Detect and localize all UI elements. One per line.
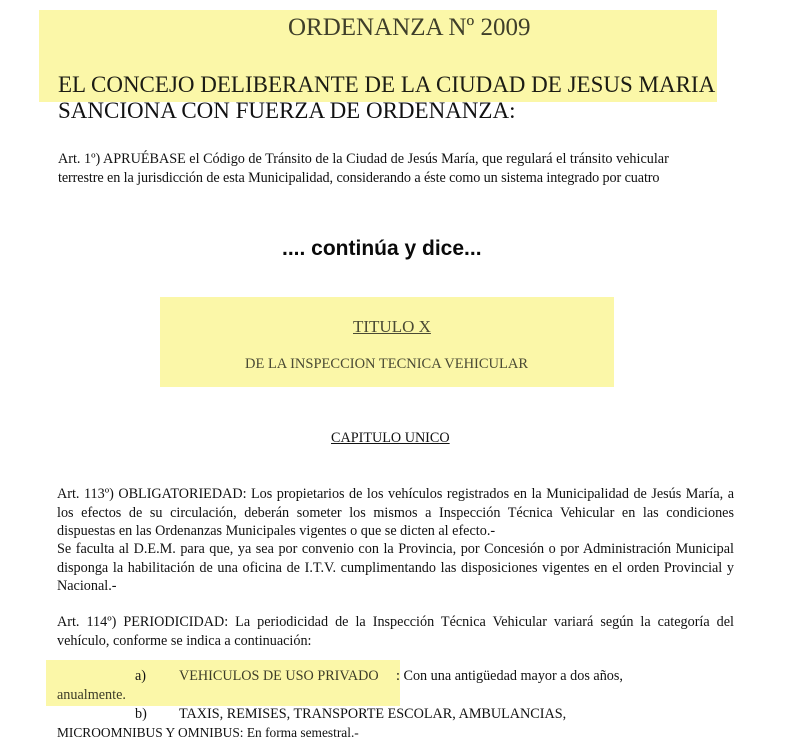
item-a-wrap: anualmente. bbox=[57, 687, 126, 703]
item-b-line1: TAXIS, REMISES, TRANSPORTE ESCOLAR, AMBULANCIAS, bbox=[179, 706, 567, 722]
capitulo-heading: CAPITULO UNICO bbox=[331, 430, 450, 446]
art1-line1: Art. 1º) APRUÉBASE el Código de Tránsito de la Ciudad de Jesús María, que regulará el tránsito vehicular bbox=[58, 151, 669, 167]
highlight-titulo bbox=[160, 297, 614, 387]
council-line: EL CONCEJO DELIBERANTE DE LA CIUDAD DE JESUS MARIA bbox=[58, 72, 716, 97]
art114-paragraph: Art. 114º) PERIODICIDAD: La periodicidad de la Inspección Técnica Vehicular variará según la categoría del vehículo, conforme se indica a continuación: bbox=[57, 614, 734, 649]
item-b-marker: b) bbox=[135, 706, 147, 722]
item-a-marker: a) bbox=[135, 668, 147, 684]
sanction-line: SANCIONA CON FUERZA DE ORDENANZA: bbox=[58, 98, 516, 123]
item-a-category: VEHICULOS DE USO PRIVADO bbox=[179, 668, 379, 684]
art113-paragraph2: Se faculta al D.E.M. para que, ya sea por convenio con la Provincia, por Concesión o por Administración Municipal disponga la habilitación de una oficina de I.T.V. cumplimentando las disposiciones vigentes en el orden Provincial y Nacional.- bbox=[57, 541, 734, 594]
art113-paragraph1: Art. 113º) OBLIGATORIEDAD: Los propietarios de los vehículos registrados en la Municipalidad de Jesús María, a los efectos de su circulación, deberán someter los mismos a Inspección Técnica Vehicular en las condiciones dispuestas en las Ordenanzas Municipales vigentes o que se dicten al efecto.- bbox=[57, 486, 734, 539]
item-a-rest: : Con una antigüedad mayor a dos años, bbox=[396, 668, 623, 684]
art1-line2: terrestre en la jurisdicción de esta Municipalidad, considerando a éste como un sistema integrado por cuatro bbox=[58, 170, 660, 186]
continuation-note: .... continúa y dice... bbox=[282, 237, 482, 260]
ordinance-title: ORDENANZA Nº 2009 bbox=[288, 14, 531, 41]
item-b-line2: MICROOMNIBUS Y OMNIBUS: En forma semestral.- bbox=[57, 725, 359, 740]
titulo-heading: TITULO X bbox=[353, 317, 431, 336]
titulo-subtitle: DE LA INSPECCION TECNICA VEHICULAR bbox=[245, 356, 529, 372]
